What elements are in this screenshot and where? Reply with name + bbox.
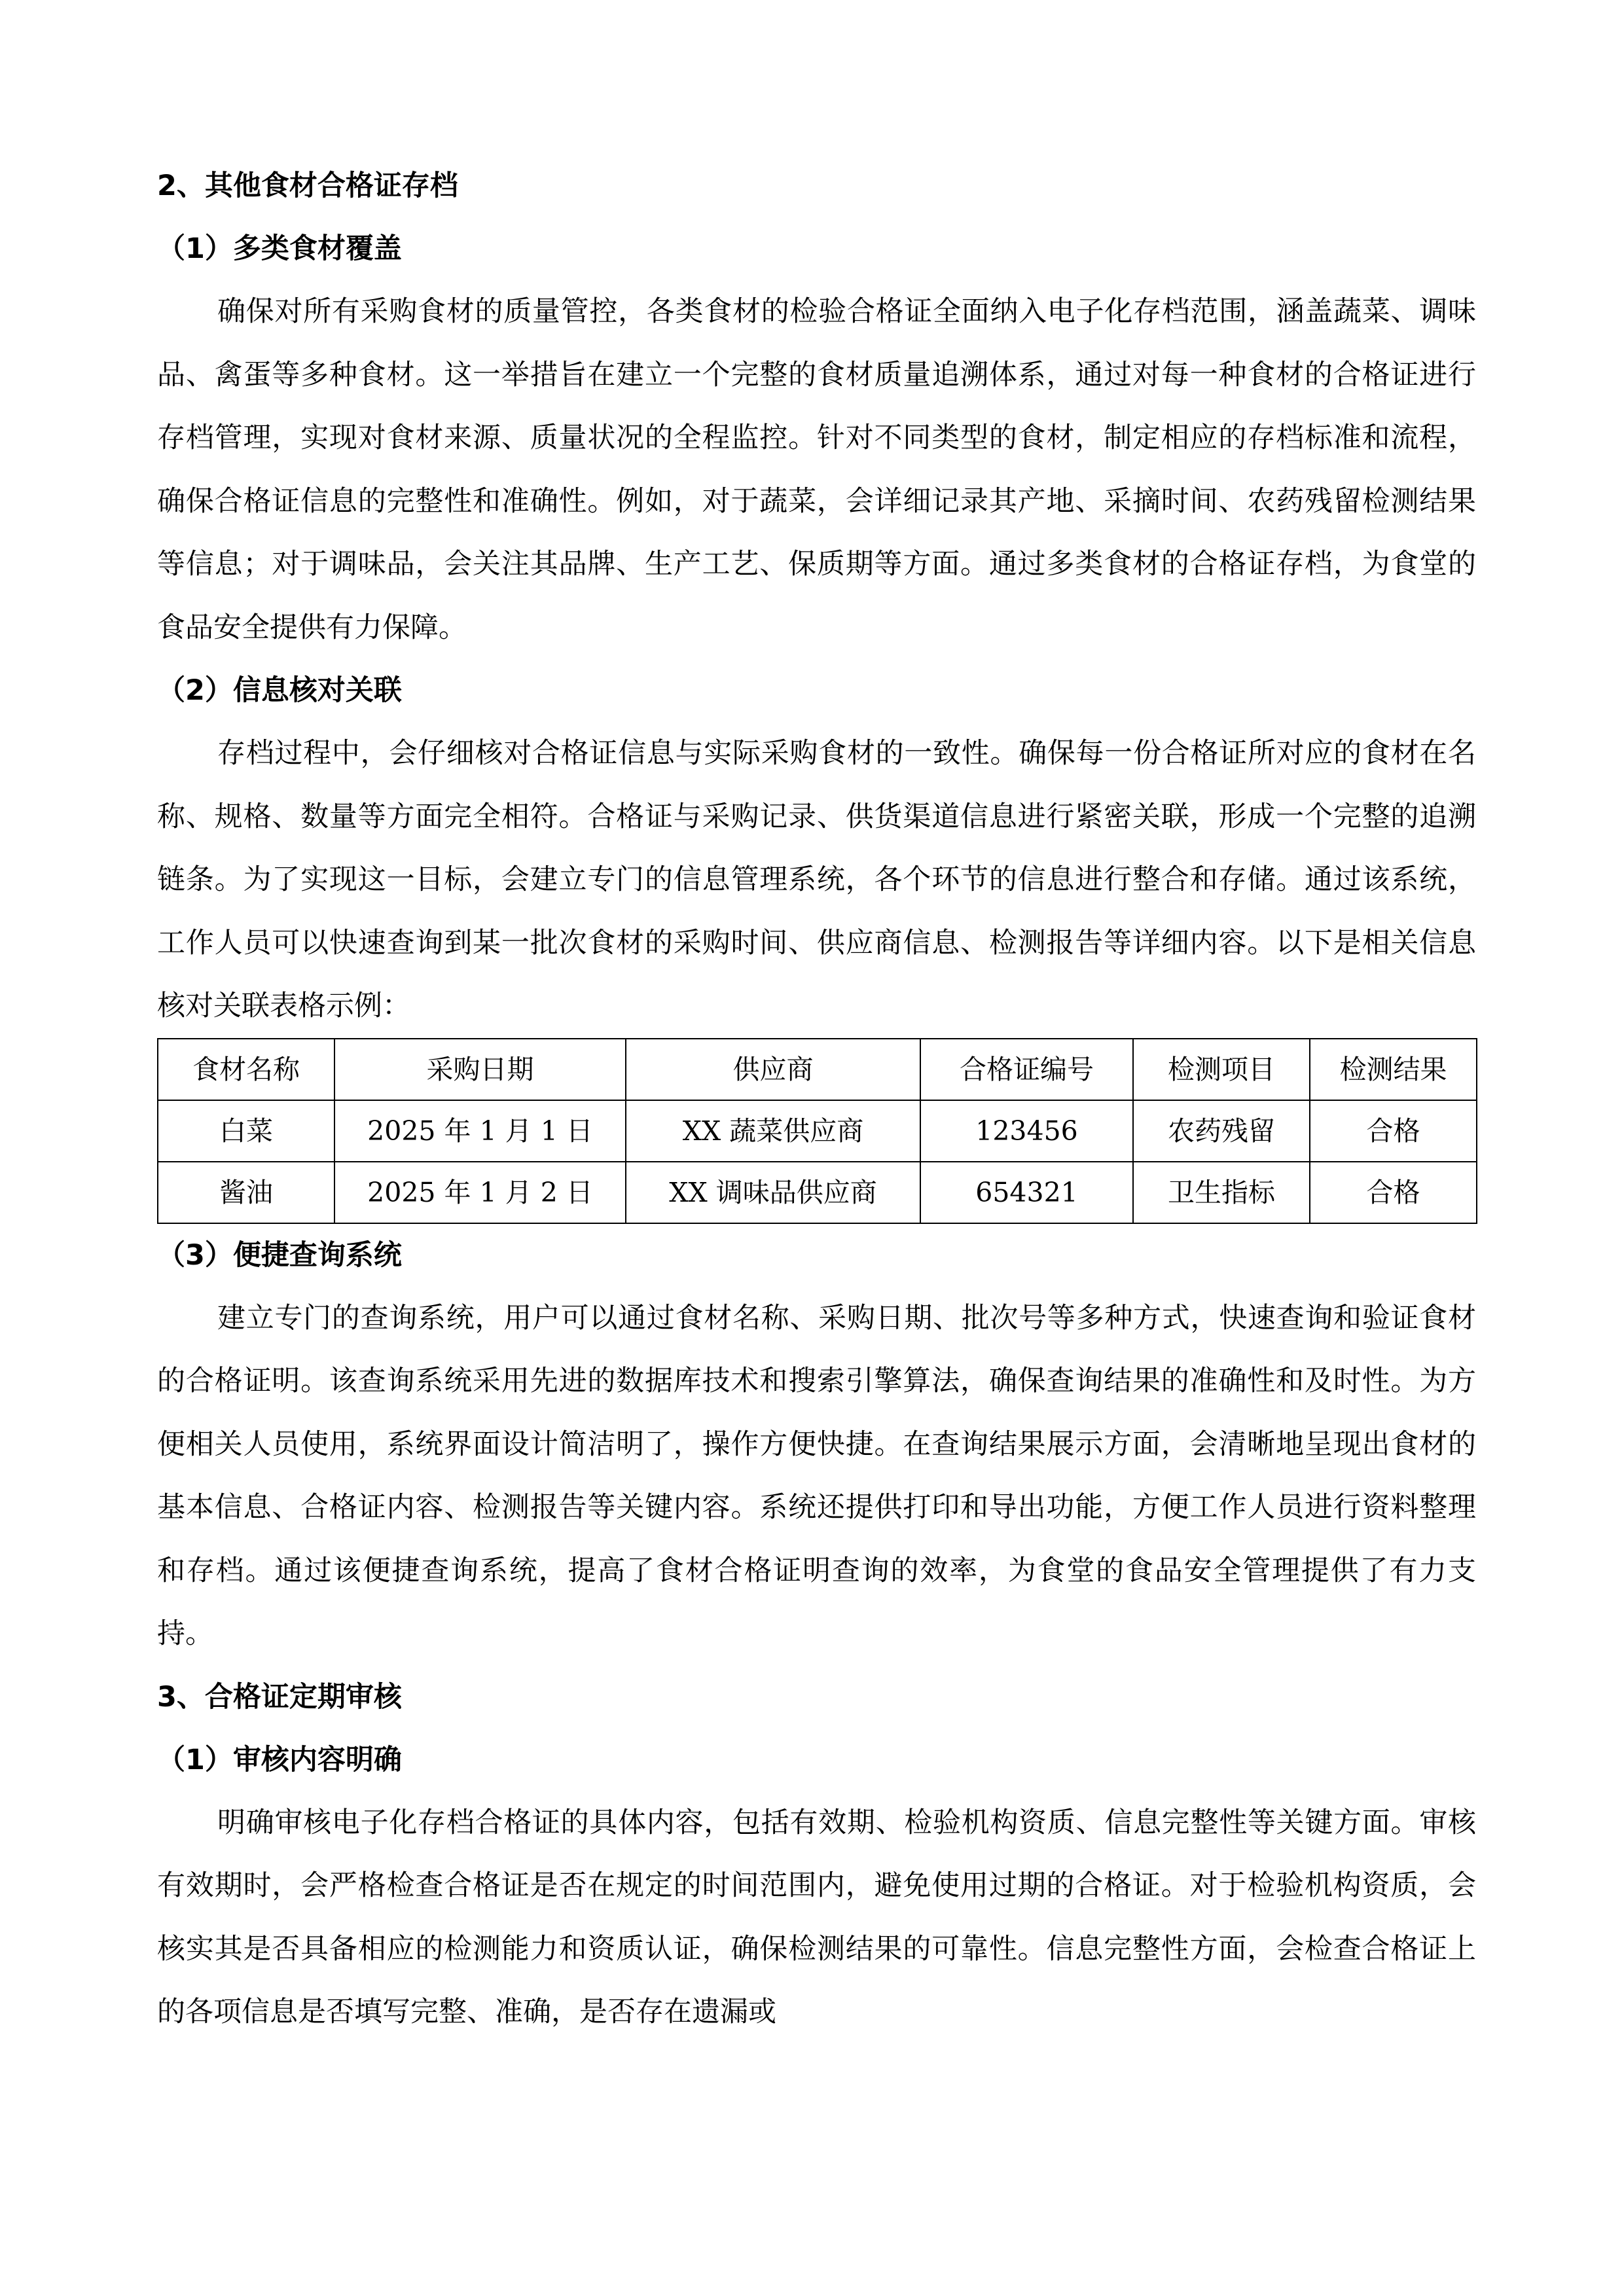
table-cell: 卫生指标: [1133, 1162, 1310, 1223]
paragraph: 建立专门的查询系统，用户可以通过食材名称、采购日期、批次号等多种方式，快速查询和验证食材的合格证明。该查询系统采用先进的数据库技术和搜索引擎算法，确保查询结果的准确性和及时性。为方便相关人员使用，系统界面设计简洁明了，操作方便快捷。在查询结果展示方面，会清晰地呈现出食材的基本信息、合格证内容、检测报告等关键内容。系统还提供打印和导出功能，方便工作人员进行资料整理和存档。通过该便捷查询系统，提高了食材合格证明查询的效率，为食堂的食品安全管理提供了有力支持。: [157, 1301, 1476, 1650]
table-cell: 2025 年 1 月 2 日: [334, 1162, 626, 1223]
section-heading: 2、其他食材合格证存档: [157, 170, 458, 202]
table-cell: 2025 年 1 月 1 日: [334, 1100, 626, 1162]
subsection-heading: （2）信息核对关联: [157, 674, 402, 707]
section-heading: 3、合格证定期审核: [157, 1680, 402, 1713]
paragraph: 存档过程中，会仔细核对合格证信息与实际采购食材的一致性。确保每一份合格证所对应的食材在名称、规格、数量等方面完全相符。合格证与采购记录、供货渠道信息进行紧密关联，形成一个完整的追溯链条。为了实现这一目标，会建立专门的信息管理系统，各个环节的信息进行整合和存储。通过该系统，工作人员可以快速查询到某一批次食材的采购时间、供应商信息、检测报告等详细内容。以下是相关信息核对关联表格示例：: [157, 737, 1476, 1022]
table-row: [158, 1162, 1477, 1223]
table-cell: 123456: [920, 1100, 1133, 1162]
table-cell: 654321: [920, 1162, 1133, 1223]
table-header-cell: 供应商: [626, 1039, 920, 1100]
subsection-heading: （1）多类食材覆盖: [157, 232, 402, 265]
table-cell: 合格: [1310, 1100, 1477, 1162]
table-cell: 酱油: [158, 1162, 334, 1223]
table-cell: XX 蔬菜供应商: [626, 1100, 920, 1162]
subsection-heading: （1）审核内容明确: [157, 1743, 402, 1776]
table-cell: 白菜: [158, 1100, 334, 1162]
document-page: [157, 154, 1476, 2044]
table-header-row: [158, 1039, 1477, 1100]
paragraph: 确保对所有采购食材的质量管控，各类食材的检验合格证全面纳入电子化存档范围，涵盖蔬菜、调味品、禽蛋等多种食材。这一举措旨在建立一个完整的食材质量追溯体系，通过对每一种食材的合格证进行存档管理，实现对食材来源、质量状况的全程监控。针对不同类型的食材，制定相应的存档标准和流程，确保合格证信息的完整性和准确性。例如，对于蔬菜，会详细记录其产地、采摘时间、农药残留检测结果等信息；对于调味品，会关注其品牌、生产工艺、保质期等方面。通过多类食材的合格证存档，为食堂的食品安全提供有力保障。: [157, 295, 1476, 644]
table-header-cell: 食材名称: [158, 1039, 334, 1100]
table-cell: 合格: [1310, 1162, 1477, 1223]
table-row: [158, 1100, 1477, 1162]
table-cell: 农药残留: [1133, 1100, 1310, 1162]
table-header-cell: 检测项目: [1133, 1039, 1310, 1100]
table-header-cell: 合格证编号: [920, 1039, 1133, 1100]
paragraph: 明确审核电子化存档合格证的具体内容，包括有效期、检验机构资质、信息完整性等关键方面。审核有效期时，会严格检查合格证是否在规定的时间范围内，避免使用过期的合格证。对于检验机构资质，会核实其是否具备相应的检测能力和资质认证，确保检测结果的可靠性。信息完整性方面，会检查合格证上的各项信息是否填写完整、准确，是否存在遗漏或: [157, 1806, 1476, 2028]
table-cell: XX 调味品供应商: [626, 1162, 920, 1223]
table-header-cell: 检测结果: [1310, 1039, 1477, 1100]
table-header-cell: 采购日期: [334, 1039, 626, 1100]
subsection-heading: （3）便捷查询系统: [157, 1238, 402, 1272]
info-table: [157, 1038, 1477, 1224]
